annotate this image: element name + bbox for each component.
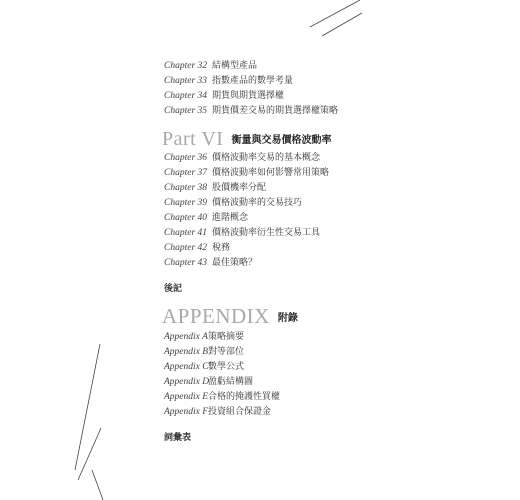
part-title: 衡量與交易價格波動率 [231,135,332,146]
toc-entry-appendix-c[interactable] [164,360,244,374]
toc-entry-appendix-a[interactable] [164,330,244,344]
appendix-title: 附錄 [277,313,298,324]
toc-entry-chapter-37[interactable] [164,166,329,180]
chapter-label: Chapter 33 [164,76,208,86]
toc-entry-appendix-f[interactable] [164,405,271,419]
chapter-title: 最佳策略？ [212,258,258,268]
chapter-label: Chapter 34 [164,91,208,101]
toc-entry-appendix-e[interactable] [164,390,280,404]
chapter-label: Chapter 35 [164,106,208,116]
deco-line-bottom-3 [92,470,103,500]
chapter-title: 結構型產品 [212,61,258,71]
chapter-title: 價格波動率交易的基本概念 [212,153,321,163]
deco-line-top-2 [322,13,362,36]
toc-entry-chapter-34[interactable] [164,89,284,103]
appendix-item-title: 投資組合保證金 [208,407,272,417]
appendix-label: APPENDIX [162,304,270,328]
chapter-title: 價格波動率的交易技巧 [212,198,303,208]
appendix-item-title: 合格的掩護性買權 [208,392,281,402]
toc-entry-appendix-d[interactable] [164,375,253,389]
chapter-title: 價格波動率如何影響常用策略 [212,168,330,178]
chapter-title: 稅務 [212,243,231,253]
chapter-title: 期貨與期貨選擇權 [212,91,285,101]
chapter-label: Chapter 41 [164,228,208,238]
toc-entry-chapter-32[interactable] [164,59,257,73]
part-label: Part VI [162,128,224,150]
toc-entry-chapter-42[interactable] [164,241,230,255]
chapter-label: Chapter 36 [164,153,208,163]
toc-entry-chapter-38[interactable] [164,181,266,195]
appendix-item-title: 數學公式 [208,362,245,372]
chapter-title: 價格波動率衍生性交易工具 [212,228,321,238]
appendix-heading[interactable] [162,303,298,327]
toc-entry-appendix-b[interactable] [164,345,244,359]
appendix-item-label: Appendix A [164,332,208,342]
deco-line-bottom-1 [75,344,100,470]
chapter-title: 股價機率分配 [212,183,267,193]
chapter-label: Chapter 32 [164,61,208,71]
appendix-item-title: 對等部位 [208,347,245,357]
deco-line-top-1 [310,0,360,27]
chapter-title: 進階概念 [212,213,249,223]
chapter-label: Chapter 42 [164,243,208,253]
toc-entry-chapter-40[interactable] [164,211,248,225]
part-heading[interactable] [162,127,331,149]
toc-entry-chapter-35[interactable] [164,104,338,118]
toc-entry-chapter-39[interactable] [164,196,302,210]
chapter-title: 指數產品的數學考量 [212,76,294,86]
appendix-item-label: Appendix C [164,362,209,372]
chapter-label: Chapter 37 [164,168,208,178]
appendix-item-label: Appendix E [164,392,209,402]
appendix-item-label: Appendix D [164,377,210,387]
toc-entry-glossary[interactable]: 詞彙表 [164,433,192,443]
toc-entry-chapter-41[interactable] [164,226,320,240]
chapter-label: Chapter 38 [164,183,208,193]
toc-entry-chapter-33[interactable] [164,74,293,88]
chapter-title: 期貨價差交易的期貨選擇權策略 [212,106,339,116]
appendix-item-label: Appendix F [164,407,209,417]
chapter-label: Chapter 39 [164,198,208,208]
appendix-item-label: Appendix B [164,347,209,357]
toc-entry-chapter-43[interactable] [164,256,257,270]
chapter-label: Chapter 40 [164,213,208,223]
toc-entry-chapter-36[interactable] [164,151,320,165]
appendix-item-title: 策略摘要 [208,332,245,342]
appendix-item-title: 盈虧結構圖 [208,377,254,387]
toc-entry-afterword[interactable]: 後記 [164,284,183,294]
chapter-label: Chapter 43 [164,258,208,268]
